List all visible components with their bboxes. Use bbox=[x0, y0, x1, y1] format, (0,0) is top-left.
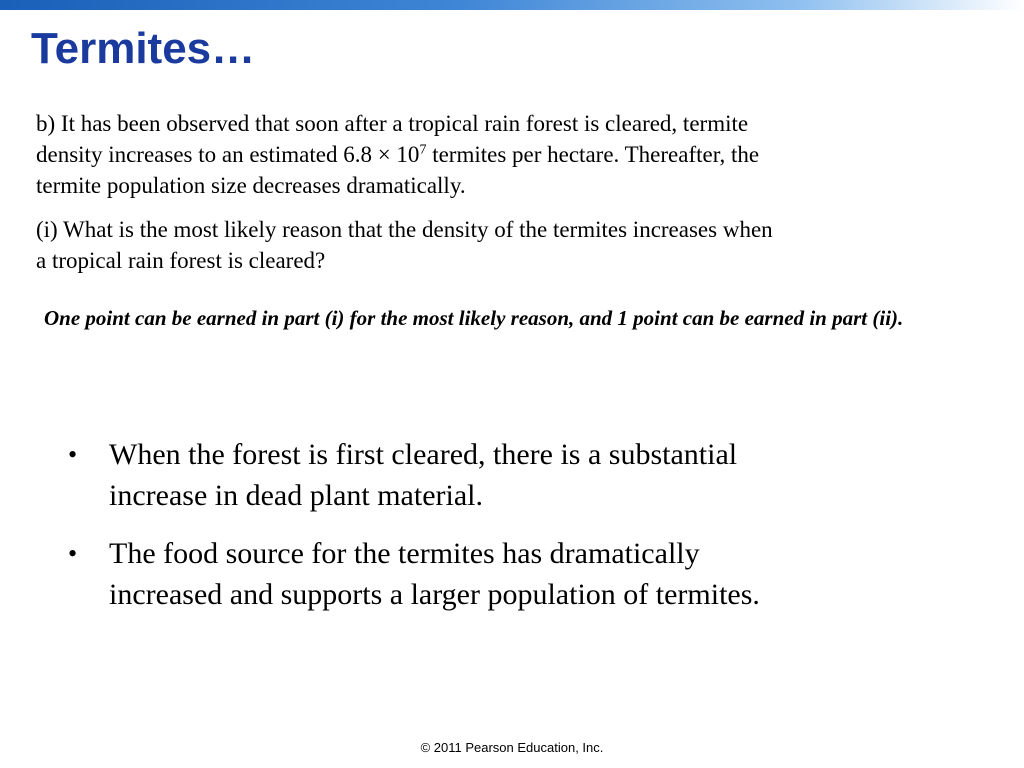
question-b-line-1: b) It has been observed that soon after a tropical rain forest is cleared, termite bbox=[36, 111, 749, 136]
answer-2-line-2: increased and supports a larger population of termites. bbox=[109, 578, 760, 611]
answer-1-line-1: When the forest is first cleared, there is a substantial bbox=[109, 438, 738, 471]
copyright-footer: © 2011 Pearson Education, Inc. bbox=[420, 740, 604, 755]
answer-item-1 bbox=[68, 434, 888, 516]
header-gradient-bar bbox=[0, 0, 1024, 10]
question-i-line-2: a tropical rain forest is cleared? bbox=[36, 248, 326, 273]
slide-title: Termites… bbox=[31, 24, 256, 73]
bullet-icon: • bbox=[68, 539, 78, 568]
answer-list bbox=[68, 434, 888, 632]
density-value-text: density increases to an estimated 6.8 × 10 bbox=[36, 142, 420, 167]
answer-1-line-2: increase in dead plant material. bbox=[109, 479, 483, 512]
question-b-line-2-end: termites per hectare. Thereafter, the bbox=[426, 142, 760, 167]
density-exponent: 7 bbox=[419, 142, 427, 158]
question-b-line-3: termite population size decreases dramatically. bbox=[36, 173, 466, 198]
answer-2-line-1: The food source for the termites has dramatically bbox=[109, 537, 700, 570]
question-b-line-2 bbox=[36, 142, 759, 167]
scoring-note: One point can be earned in part (i) for the most likely reason, and 1 point can be earned in part (ii). bbox=[44, 306, 904, 330]
question-b-text bbox=[36, 108, 971, 201]
answer-item-2 bbox=[68, 533, 888, 615]
question-i-text bbox=[36, 214, 971, 276]
bullet-icon: • bbox=[68, 440, 78, 469]
question-i-line-1: (i) What is the most likely reason that the density of the termites increases when bbox=[36, 217, 773, 242]
